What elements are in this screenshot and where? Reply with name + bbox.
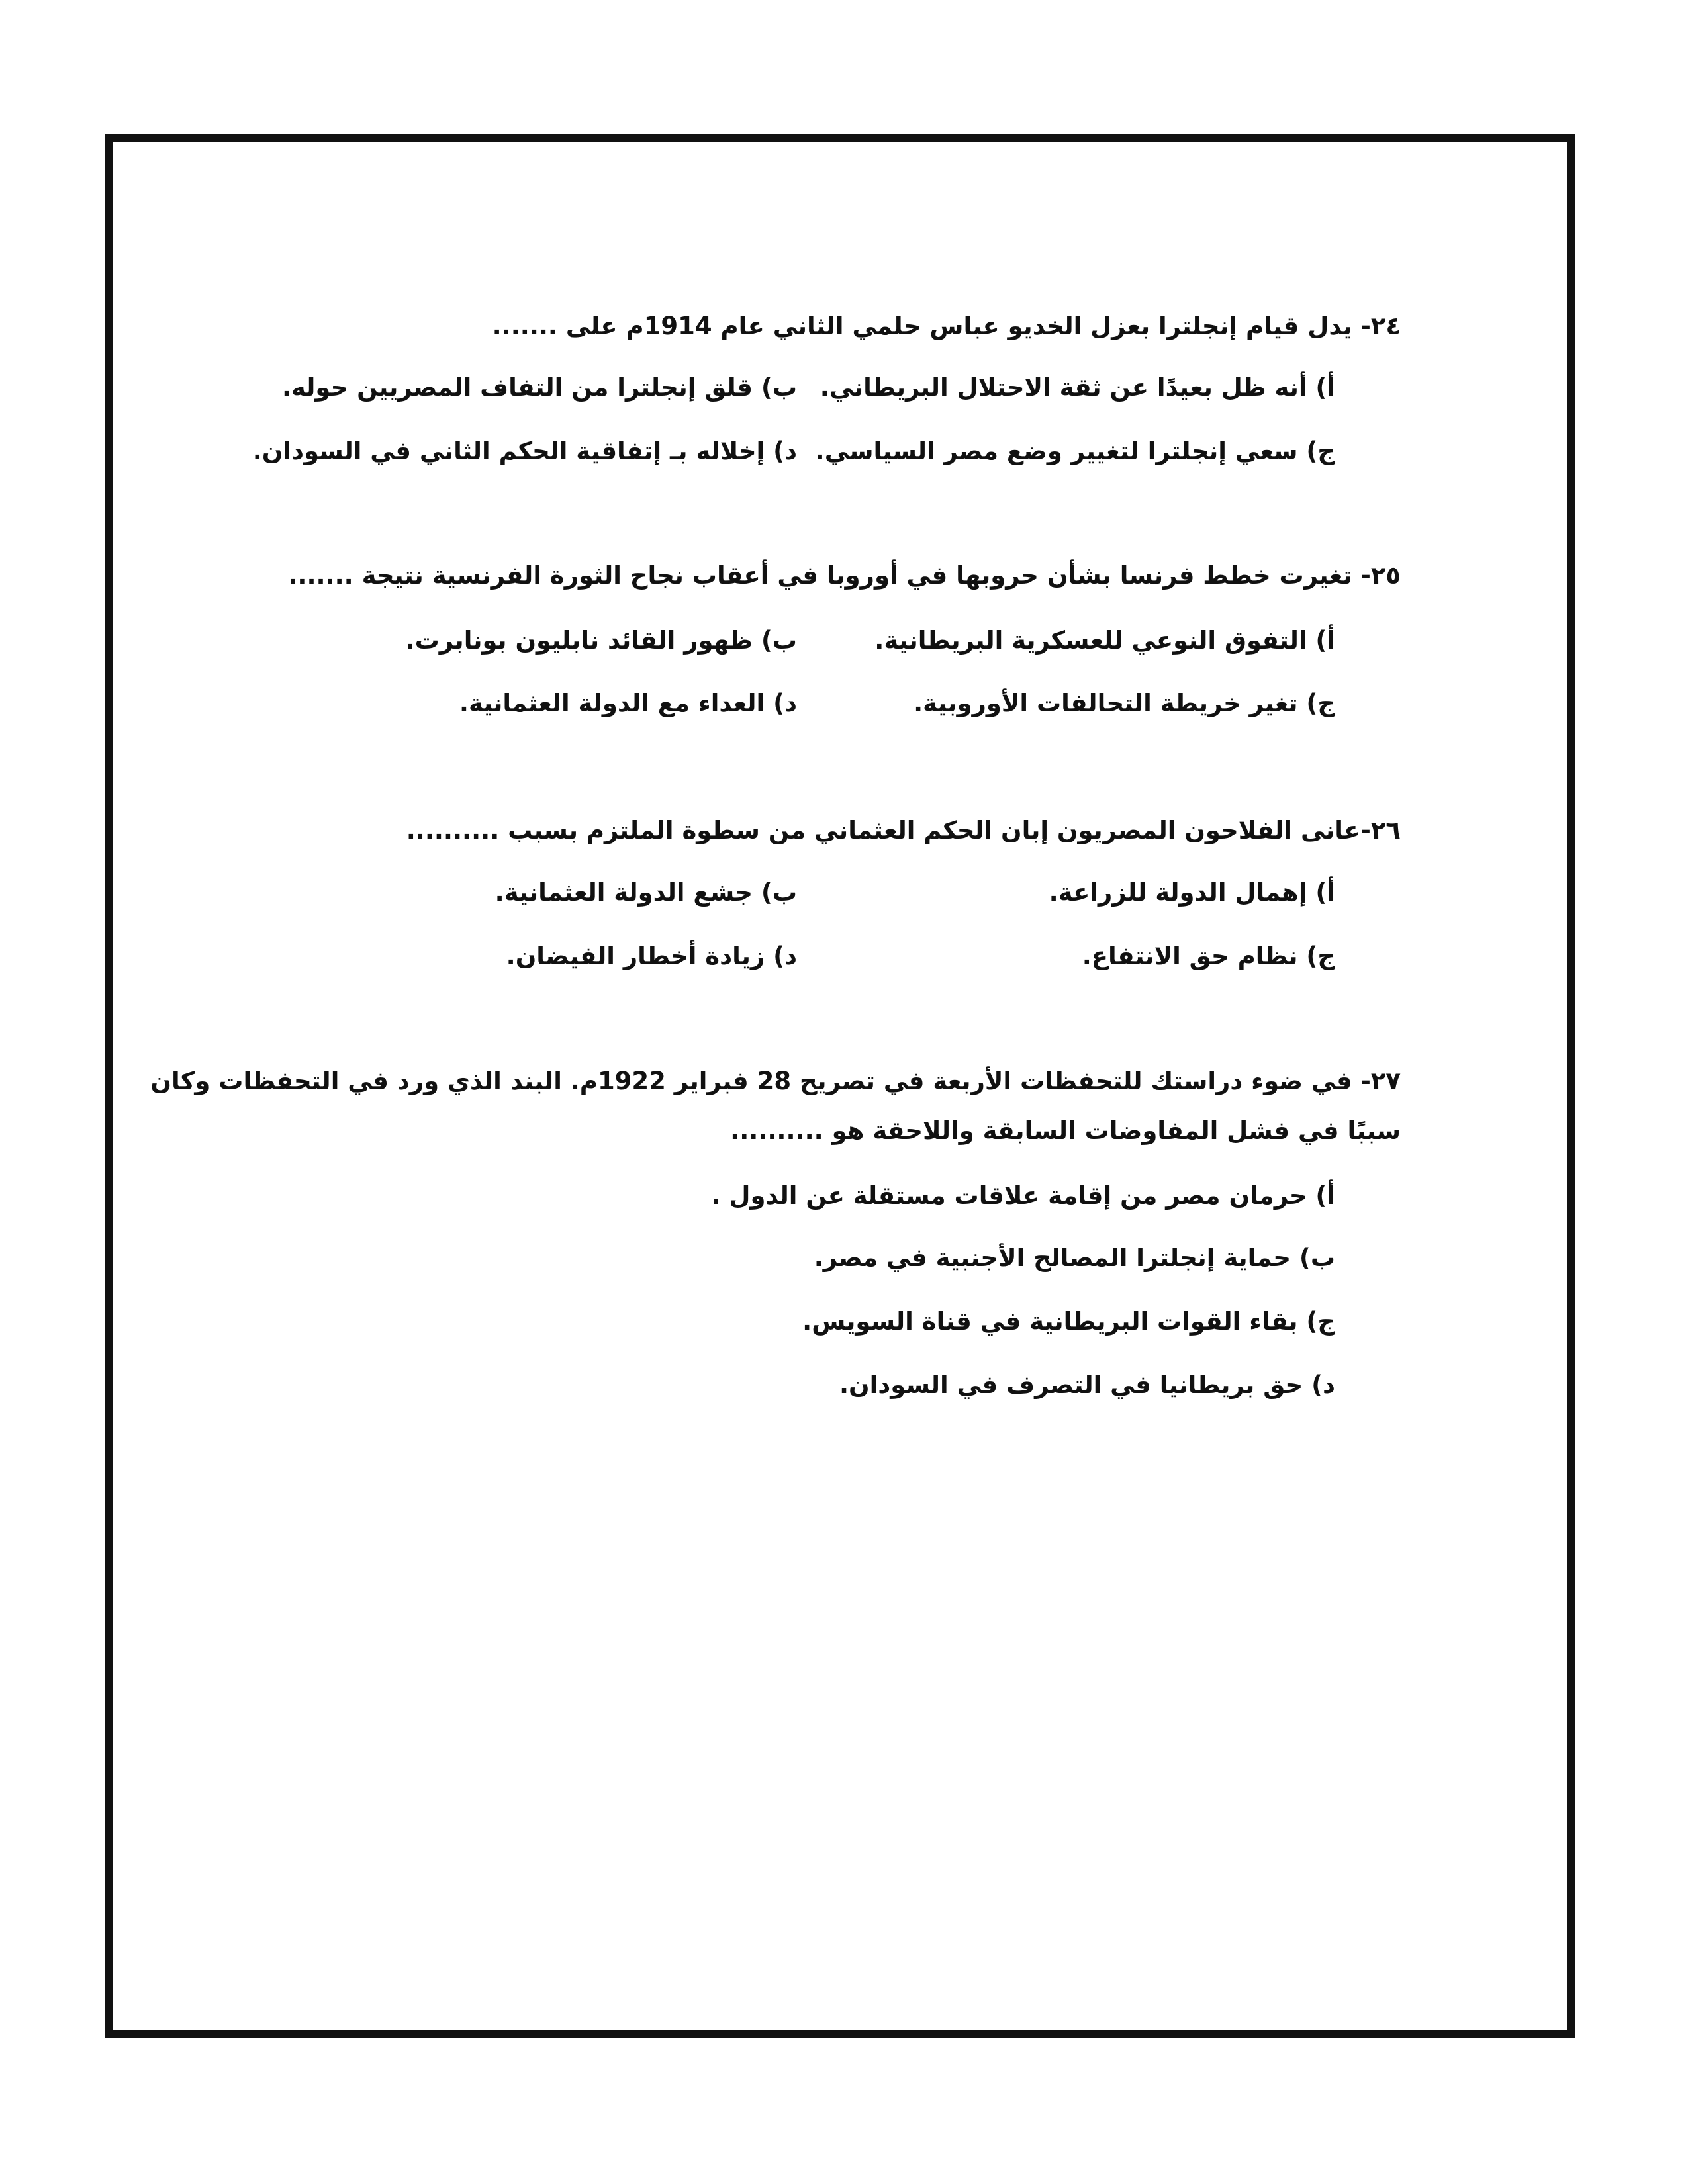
question-27-option-d[interactable]: د) حق بريطانيا في التصرف في السودان. <box>839 1371 1335 1399</box>
question-27-option-c[interactable]: ج) بقاء القوات البريطانية في قناة السويس. <box>802 1307 1335 1336</box>
question-25-option-d[interactable]: د) العداء مع الدولة العثمانية. <box>459 689 797 717</box>
question-27-text-line2: سببًا في فشل المفاوضات السابقة واللاحقة هو .......... <box>730 1116 1401 1145</box>
question-26-option-c[interactable]: ج) نظام حق الانتفاع. <box>1082 942 1335 970</box>
question-24-option-c[interactable]: ج) سعي إنجلترا لتغيير وضع مصر السياسي. <box>815 437 1335 465</box>
question-26-option-a[interactable]: أ) إهمال الدولة للزراعة. <box>1049 878 1335 907</box>
question-27-option-a[interactable]: أ) حرمان مصر من إقامة علاقات مستقلة عن الدول . <box>711 1181 1335 1210</box>
question-25-option-c[interactable]: ج) تغير خريطة التحالفات الأوروبية. <box>914 689 1335 717</box>
question-26-text: ٢٦-عانى الفلاحون المصريون إبان الحكم العثماني من سطوة الملتزم بسبب .......... <box>406 816 1401 844</box>
question-24-text: ٢٤- يدل قيام إنجلترا بعزل الخديو عباس حلمي الثاني عام 1914م على ....... <box>492 312 1401 340</box>
question-26-option-d[interactable]: د) زيادة أخطار الفيضان. <box>506 942 797 970</box>
question-25-option-a[interactable]: أ) التفوق النوعي للعسكرية البريطانية. <box>874 626 1335 655</box>
question-24-option-d[interactable]: د) إخلاله بـ إتفاقية الحكم الثاني في السودان. <box>252 437 797 465</box>
question-25-text: ٢٥- تغيرت خطط فرنسا بشأن حروبها في أوروبا في أعقاب نجاح الثورة الفرنسية نتيجة ....... <box>288 561 1401 590</box>
question-27-text-line1: ٢٧- في ضوء دراستك للتحفظات الأربعة في تصريح 28 فبراير 1922م. البند الذي ورد في التحفظات وكان <box>150 1067 1401 1095</box>
question-24-option-a[interactable]: أ) أنه ظل بعيدًا عن ثقة الاحتلال البريطاني. <box>820 373 1335 402</box>
question-24-option-b[interactable]: ب) قلق إنجلترا من التفاف المصريين حوله. <box>282 373 797 402</box>
question-27-option-b[interactable]: ب) حماية إنجلترا المصالح الأجنبية في مصر. <box>814 1244 1335 1272</box>
question-25-option-b[interactable]: ب) ظهور القائد نابليون بونابرت. <box>405 626 797 655</box>
question-26-option-b[interactable]: ب) جشع الدولة العثمانية. <box>494 878 797 907</box>
